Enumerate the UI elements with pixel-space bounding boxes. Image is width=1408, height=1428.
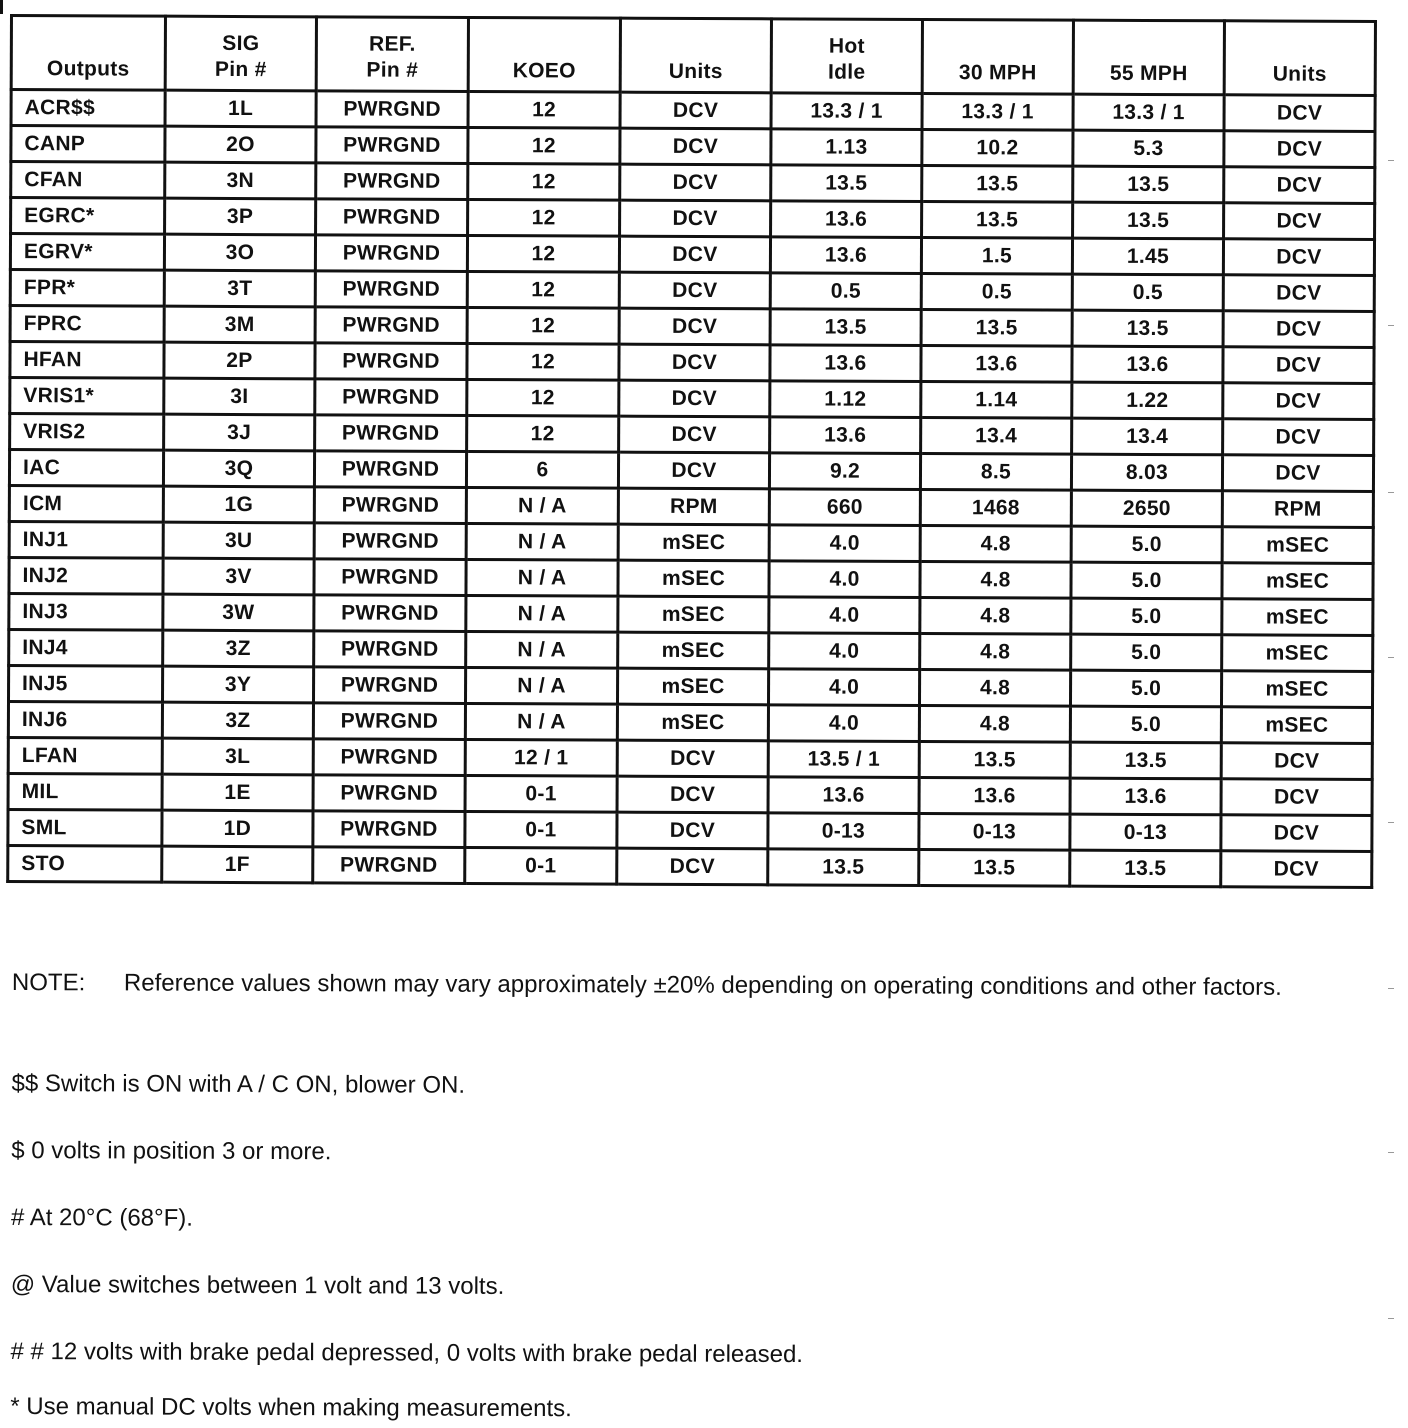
table-cell: PWRGND bbox=[314, 631, 466, 668]
table-cell: 3W bbox=[163, 594, 314, 631]
table-cell: 1F bbox=[162, 846, 313, 883]
column-header-line: Pin # bbox=[214, 57, 267, 82]
table-cell: 3Z bbox=[163, 630, 314, 667]
table-cell: DCV bbox=[1221, 743, 1372, 780]
table-cell: 0.5 bbox=[1072, 274, 1223, 311]
table-cell: 12 bbox=[467, 415, 619, 452]
footnote-brake-pedal: # # 12 volts with brake pedal depressed, 0 volts with brake pedal released. bbox=[10, 1337, 804, 1369]
table-cell: mSEC bbox=[1222, 635, 1373, 672]
scan-edge-tick bbox=[1388, 325, 1394, 326]
table-cell: 5.0 bbox=[1070, 706, 1221, 743]
output-name-cell: VRIS1* bbox=[10, 378, 164, 415]
table-cell: 6 bbox=[466, 451, 618, 488]
column-header-line: 55 MPH bbox=[1109, 61, 1188, 86]
table-cell: 0-13 bbox=[919, 813, 1070, 850]
column-header-line: Units bbox=[668, 59, 723, 84]
notes-section bbox=[10, 966, 1352, 1423]
table-cell: 13.5 bbox=[922, 201, 1073, 238]
table-cell: 5.3 bbox=[1073, 130, 1224, 167]
table-cell: 1.22 bbox=[1072, 382, 1223, 419]
table-cell: 13.6 bbox=[921, 345, 1072, 382]
table-cell: 13.6 bbox=[768, 777, 919, 814]
table-cell: PWRGND bbox=[316, 163, 468, 200]
table-cell: DCV bbox=[1221, 815, 1372, 852]
output-name-cell: ACR$$ bbox=[11, 90, 165, 127]
output-name-cell: SML bbox=[8, 809, 162, 846]
column-header-line: REF. bbox=[368, 32, 416, 56]
table-cell: 13.6 bbox=[1072, 346, 1223, 383]
output-name-cell: ICM bbox=[9, 486, 163, 523]
table-cell: PWRGND bbox=[316, 127, 468, 164]
table-row bbox=[9, 486, 1373, 528]
table-cell: DCV bbox=[1223, 239, 1374, 276]
table-cell: 5.0 bbox=[1071, 598, 1222, 635]
column-header bbox=[468, 18, 620, 93]
table-cell: PWRGND bbox=[314, 487, 466, 524]
output-name-cell: INJ6 bbox=[8, 702, 162, 739]
table-cell: N / A bbox=[466, 559, 618, 596]
table-cell: 13.5 bbox=[770, 309, 921, 346]
table-cell: 10.2 bbox=[922, 129, 1073, 166]
scan-edge-tick bbox=[1388, 492, 1394, 493]
output-name-cell: STO bbox=[8, 845, 162, 882]
table-row bbox=[8, 737, 1372, 779]
output-name-cell: CFAN bbox=[11, 162, 165, 199]
table-cell: 4.8 bbox=[919, 705, 1070, 742]
table-cell: 1L bbox=[165, 90, 316, 127]
table-cell: 13.5 bbox=[1073, 202, 1224, 239]
table-cell: RPM bbox=[1222, 491, 1373, 528]
scan-edge-tick bbox=[1388, 822, 1394, 823]
table-cell: DCV bbox=[619, 416, 770, 453]
table-cell: 0-1 bbox=[465, 775, 617, 812]
table-cell: 3Z bbox=[162, 702, 313, 739]
table-cell: 1D bbox=[162, 810, 313, 847]
note-paragraph bbox=[12, 966, 1352, 1004]
table-cell: 3U bbox=[163, 522, 314, 559]
table-cell: 3M bbox=[164, 306, 315, 343]
note-label: NOTE: bbox=[11, 969, 86, 997]
table-cell: 13.3 / 1 bbox=[1073, 94, 1224, 131]
table-row bbox=[10, 270, 1374, 312]
table-cell: 3Q bbox=[163, 450, 314, 487]
note-text: Reference values shown may vary approximately ±20% depending on operating conditions and other factors. bbox=[123, 969, 1282, 1001]
table-cell: 13.6 bbox=[1070, 778, 1221, 815]
table-cell: mSEC bbox=[618, 632, 769, 669]
table-cell: 13.5 / 1 bbox=[768, 741, 919, 778]
output-name-cell: FPR* bbox=[10, 270, 164, 307]
table-cell: 2P bbox=[164, 342, 315, 379]
table-cell: 5.0 bbox=[1070, 670, 1221, 707]
table-cell: DCV bbox=[1221, 779, 1372, 816]
table-cell: 8.03 bbox=[1071, 454, 1222, 491]
table-cell: PWRGND bbox=[313, 667, 465, 704]
table-cell: PWRGND bbox=[313, 739, 465, 776]
output-name-cell: EGRV* bbox=[10, 234, 164, 271]
table-cell: 1.14 bbox=[921, 381, 1072, 418]
column-header bbox=[1073, 20, 1224, 95]
table-cell: PWRGND bbox=[315, 343, 467, 380]
table-cell: DCV bbox=[1224, 95, 1375, 132]
table-cell: 12 bbox=[468, 199, 620, 236]
table-row bbox=[9, 522, 1373, 564]
table-cell: PWRGND bbox=[314, 523, 466, 560]
output-name-cell: CANP bbox=[11, 126, 165, 163]
table-row bbox=[8, 773, 1372, 815]
table-row bbox=[10, 306, 1374, 348]
table-row bbox=[11, 126, 1375, 168]
column-header-line: KOEO bbox=[512, 59, 576, 83]
table-cell: 13.5 bbox=[768, 849, 919, 886]
table-cell: 3V bbox=[163, 558, 314, 595]
scan-edge-tick bbox=[1388, 657, 1394, 658]
table-row bbox=[9, 594, 1373, 636]
column-header bbox=[165, 16, 316, 91]
table-cell: DCV bbox=[619, 308, 770, 345]
table-cell: 13.6 bbox=[919, 777, 1070, 814]
table-cell: 4.0 bbox=[769, 561, 920, 598]
column-header bbox=[620, 18, 771, 93]
table-cell: 2O bbox=[165, 126, 316, 163]
table-cell: 12 bbox=[467, 343, 619, 380]
output-name-cell: IAC bbox=[9, 450, 163, 487]
table-cell: DCV bbox=[1223, 383, 1374, 420]
column-header bbox=[922, 19, 1073, 94]
table-cell: DCV bbox=[1223, 419, 1374, 456]
table-row bbox=[11, 198, 1375, 240]
table-cell: DCV bbox=[620, 200, 771, 237]
footnote-value-switch: @ Value switches between 1 volt and 13 volts. bbox=[10, 1270, 505, 1300]
table-cell: DCV bbox=[620, 164, 771, 201]
table-cell: DCV bbox=[618, 452, 769, 489]
table-cell: 4.8 bbox=[920, 561, 1071, 598]
table-cell: 13.6 bbox=[770, 345, 921, 382]
table-row bbox=[8, 845, 1372, 887]
table-cell: 13.6 bbox=[771, 201, 922, 238]
output-name-cell: INJ5 bbox=[9, 666, 163, 703]
table-row bbox=[10, 378, 1374, 420]
table-cell: N / A bbox=[466, 487, 618, 524]
table-cell: 3N bbox=[165, 162, 316, 199]
reference-values-table bbox=[6, 14, 1377, 889]
table-row bbox=[9, 666, 1373, 708]
table-cell: DCV bbox=[619, 344, 770, 381]
table-cell: 13.5 bbox=[1070, 850, 1221, 887]
table-cell: N / A bbox=[466, 631, 618, 668]
table-cell: mSEC bbox=[618, 560, 769, 597]
table-cell: 4.8 bbox=[920, 633, 1071, 670]
table-cell: 3O bbox=[164, 234, 315, 271]
table-cell: DCV bbox=[620, 92, 771, 129]
table-cell: mSEC bbox=[617, 668, 768, 705]
output-name-cell: MIL bbox=[8, 773, 162, 810]
table-cell: DCV bbox=[1224, 203, 1375, 240]
table-cell: 13.5 bbox=[1072, 310, 1223, 347]
table-cell: 13.5 bbox=[922, 165, 1073, 202]
table-cell: 5.0 bbox=[1071, 634, 1222, 671]
table-cell: PWRGND bbox=[315, 235, 467, 272]
table-cell: 12 bbox=[468, 127, 620, 164]
table-cell: 12 / 1 bbox=[465, 739, 617, 776]
table-cell: 4.0 bbox=[769, 633, 920, 670]
output-name-cell: EGRC* bbox=[11, 198, 165, 235]
table-cell: 13.5 bbox=[919, 741, 1070, 778]
table-cell: 4.0 bbox=[769, 597, 920, 634]
output-name-cell: INJ4 bbox=[9, 630, 163, 667]
column-header bbox=[771, 19, 922, 94]
table-cell: PWRGND bbox=[315, 415, 467, 452]
table-row bbox=[9, 630, 1373, 672]
table-cell: 0-13 bbox=[768, 813, 919, 850]
table-cell: 0-13 bbox=[1070, 814, 1221, 851]
table-cell: 12 bbox=[467, 307, 619, 344]
table-cell: 3L bbox=[162, 738, 313, 775]
footnote-position: $ 0 volts in position 3 or more. bbox=[11, 1136, 332, 1166]
table-cell: N / A bbox=[466, 595, 618, 632]
table-cell: 12 bbox=[467, 379, 619, 416]
output-name-cell: FPRC bbox=[10, 306, 164, 343]
footnote-ac-switch: $$ Switch is ON with A / C ON, blower ON. bbox=[11, 1069, 466, 1099]
table-cell: 13.5 bbox=[1073, 166, 1224, 203]
table-cell: DCV bbox=[617, 812, 768, 849]
table-cell: DCV bbox=[619, 272, 770, 309]
table-cell: 1.45 bbox=[1072, 238, 1223, 275]
table-cell: PWRGND bbox=[313, 811, 465, 848]
table-cell: N / A bbox=[465, 667, 617, 704]
table-row bbox=[8, 702, 1372, 744]
table-cell: mSEC bbox=[618, 524, 769, 561]
table-cell: DCV bbox=[1223, 311, 1374, 348]
table-cell: DCV bbox=[1222, 455, 1373, 492]
table-row bbox=[10, 342, 1374, 384]
column-header-line: Idle bbox=[828, 60, 866, 84]
table-cell: PWRGND bbox=[314, 559, 466, 596]
scan-edge-tick bbox=[1388, 160, 1394, 161]
table-cell: 1468 bbox=[920, 489, 1071, 526]
table-cell: DCV bbox=[1223, 347, 1374, 384]
table-row bbox=[9, 558, 1373, 600]
table-cell: 13.5 bbox=[921, 309, 1072, 346]
table-cell: PWRGND bbox=[313, 775, 465, 812]
table-body bbox=[8, 90, 1375, 888]
table-cell: 5.0 bbox=[1071, 562, 1222, 599]
table-cell: 13.6 bbox=[770, 417, 921, 454]
table-cell: 3I bbox=[164, 378, 315, 415]
table-cell: 660 bbox=[769, 489, 920, 526]
table-cell: 12 bbox=[467, 235, 619, 272]
table-cell: 3J bbox=[164, 414, 315, 451]
output-name-cell: LFAN bbox=[8, 737, 162, 774]
footnote-temperature: # At 20°C (68°F). bbox=[10, 1203, 194, 1232]
table-cell: mSEC bbox=[1222, 563, 1373, 600]
table-cell: 12 bbox=[468, 91, 620, 128]
scan-edge-tick bbox=[1388, 988, 1394, 989]
output-name-cell: VRIS2 bbox=[10, 414, 164, 451]
scan-edge-tick bbox=[1388, 1152, 1394, 1153]
table-header-row bbox=[11, 16, 1375, 96]
table-cell: 8.5 bbox=[920, 453, 1071, 490]
table-cell: 4.8 bbox=[920, 597, 1071, 634]
table-cell: 0.5 bbox=[770, 273, 921, 310]
column-header-line: Outputs bbox=[46, 57, 130, 81]
column-header bbox=[1224, 21, 1375, 96]
table-cell: 12 bbox=[468, 163, 620, 200]
table-cell: N / A bbox=[465, 703, 617, 740]
table-cell: DCV bbox=[617, 848, 768, 885]
table-row bbox=[8, 809, 1372, 851]
table-row bbox=[11, 162, 1375, 204]
table-cell: 13.3 / 1 bbox=[922, 93, 1073, 130]
table-row bbox=[10, 234, 1374, 276]
table-cell: RPM bbox=[618, 488, 769, 525]
table-cell: DCV bbox=[1224, 167, 1375, 204]
table-cell: 1E bbox=[162, 774, 313, 811]
table-cell: 4.0 bbox=[769, 525, 920, 562]
table-cell: PWRGND bbox=[315, 271, 467, 308]
table-cell: DCV bbox=[1221, 851, 1372, 888]
table-row bbox=[10, 414, 1374, 456]
table-cell: 13.5 bbox=[919, 849, 1070, 886]
table-cell: PWRGND bbox=[313, 703, 465, 740]
table-cell: 1G bbox=[163, 486, 314, 523]
table-cell: 1.5 bbox=[921, 237, 1072, 274]
table-cell: 13.6 bbox=[770, 237, 921, 274]
table-cell: PWRGND bbox=[315, 307, 467, 344]
column-header bbox=[11, 16, 165, 91]
column-header bbox=[316, 17, 468, 92]
column-header-line: SIG bbox=[222, 31, 260, 56]
table-cell: PWRGND bbox=[314, 595, 466, 632]
table-cell: PWRGND bbox=[315, 379, 467, 416]
table-cell: 12 bbox=[467, 271, 619, 308]
table-cell: DCV bbox=[620, 128, 771, 165]
table-cell: DCV bbox=[1224, 131, 1375, 168]
output-name-cell: INJ1 bbox=[9, 522, 163, 559]
table-cell: 0-1 bbox=[465, 811, 617, 848]
table-cell: 9.2 bbox=[769, 453, 920, 490]
table-cell: DCV bbox=[619, 380, 770, 417]
table-cell: PWRGND bbox=[313, 847, 465, 884]
table-cell: PWRGND bbox=[316, 199, 468, 236]
scan-corner-mark bbox=[0, 0, 3, 14]
table-cell: N / A bbox=[466, 523, 618, 560]
output-name-cell: INJ2 bbox=[9, 558, 163, 595]
footnote-manual-dc: * Use manual DC volts when making measurements. bbox=[10, 1392, 572, 1423]
table-cell: DCV bbox=[617, 740, 768, 777]
table-cell: 3Y bbox=[162, 666, 313, 703]
table-cell: 0-1 bbox=[465, 847, 617, 884]
table-cell: 1.13 bbox=[771, 129, 922, 166]
table-cell: DCV bbox=[619, 236, 770, 273]
table-cell: 1.12 bbox=[770, 381, 921, 418]
column-header-line: Pin # bbox=[366, 58, 419, 82]
table-cell: 13.4 bbox=[1072, 418, 1223, 455]
table-cell: DCV bbox=[1223, 275, 1374, 312]
table-cell: 2650 bbox=[1071, 490, 1222, 527]
column-header-line: 30 MPH bbox=[958, 61, 1037, 85]
column-header-line: Hot bbox=[828, 34, 865, 58]
table-cell: mSEC bbox=[1222, 527, 1373, 564]
table-cell: 13.4 bbox=[921, 417, 1072, 454]
table-cell: 4.0 bbox=[768, 705, 919, 742]
scan-edge-tick bbox=[1388, 1318, 1394, 1319]
table-cell: mSEC bbox=[1222, 599, 1373, 636]
table-cell: mSEC bbox=[1221, 707, 1372, 744]
table-cell: 13.3 / 1 bbox=[771, 93, 922, 130]
column-header-line: Units bbox=[1272, 62, 1327, 86]
table-cell: PWRGND bbox=[316, 91, 468, 128]
table-cell: DCV bbox=[617, 776, 768, 813]
output-name-cell: INJ3 bbox=[9, 594, 163, 631]
output-name-cell: HFAN bbox=[10, 342, 164, 379]
table-cell: 0.5 bbox=[921, 273, 1072, 310]
table-cell: 13.5 bbox=[771, 165, 922, 202]
table-cell: 4.8 bbox=[919, 669, 1070, 706]
table-cell: mSEC bbox=[1221, 671, 1372, 708]
table-cell: 13.5 bbox=[1070, 742, 1221, 779]
table-row bbox=[9, 450, 1373, 492]
table-cell: PWRGND bbox=[314, 451, 466, 488]
reference-values-table-container bbox=[6, 14, 1386, 889]
table-cell: mSEC bbox=[618, 596, 769, 633]
table-cell: 4.0 bbox=[768, 669, 919, 706]
table-cell: 3P bbox=[165, 198, 316, 235]
table-row bbox=[11, 90, 1375, 132]
table-cell: 3T bbox=[164, 270, 315, 307]
table-cell: 5.0 bbox=[1071, 526, 1222, 563]
table-cell: 4.8 bbox=[920, 525, 1071, 562]
table-cell: mSEC bbox=[617, 704, 768, 741]
